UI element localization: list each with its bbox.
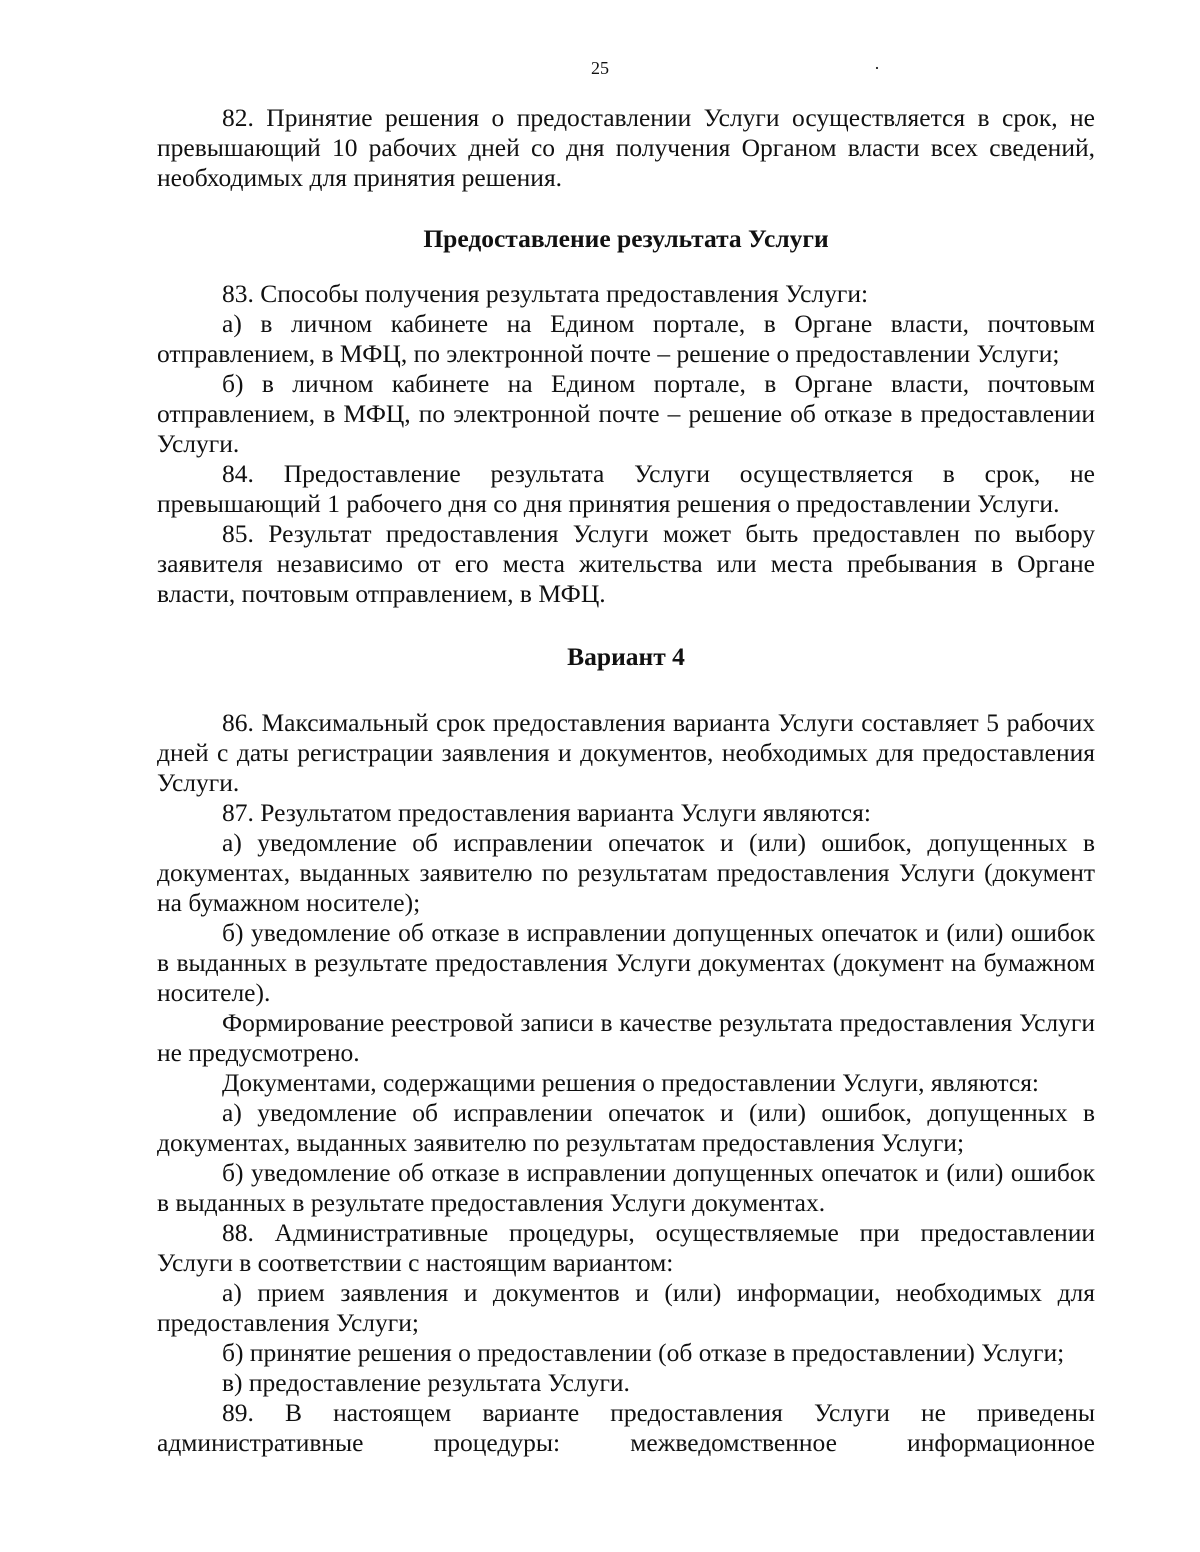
- paragraph-88-c: в) предоставление результата Услуги.: [222, 1368, 630, 1397]
- paragraph-87-b: б) уведомление об отказе в исправлении допущенных опечаток и (или) ошибок в выданных в результате предоставления Услуги документах (документ на бумажном носителе).: [157, 918, 1095, 1007]
- paragraph-85: 85. Результат предоставления Услуги может быть предоставлен по выбору заявителя независимо от его места жительства или места пребывания в Органе власти, почтовым отправлением, в МФЦ.: [157, 519, 1095, 608]
- paragraph-88-b: б) принятие решения о предоставлении (об отказе в предоставлении) Услуги;: [222, 1338, 1065, 1367]
- paragraph-84: 84. Предоставление результата Услуги осуществляется в срок, не превышающий 1 рабочего дня со дня принятия решения о предоставлении Услуги.: [157, 459, 1095, 518]
- paragraph-88: 88. Административные процедуры, осуществляемые при предоставлении Услуги в соответствии с настоящим вариантом:: [157, 1218, 1095, 1277]
- paragraph-88-a: а) прием заявления и документов и (или) информации, необходимых для предоставления Услуги;: [157, 1278, 1095, 1337]
- paragraph-87-a: а) уведомление об исправлении опечаток и (или) ошибок, допущенных в документах, выданных заявителю по результатам предоставления Услуги (документ на бумажном носителе);: [157, 828, 1095, 917]
- page-mark: ·: [874, 58, 880, 78]
- paragraph-87: 87. Результатом предоставления варианта Услуги являются:: [222, 798, 871, 827]
- paragraph-83-b: б) в личном кабинете на Едином портале, в Органе власти, почтовым отправлением, в МФЦ, по электронной почте – решение об отказе в предоставлении Услуги.: [157, 369, 1095, 458]
- paragraph-83-a: а) в личном кабинете на Едином портале, в Органе власти, почтовым отправлением, в МФЦ, по электронной почте – решение о предоставлении Услуги;: [157, 309, 1095, 368]
- section-heading-result: Предоставление результата Услуги: [423, 224, 829, 253]
- paragraph-82: 82. Принятие решения о предоставлении Услуги осуществляется в срок, не превышающий 10 рабочих дней со дня получения Органом власти всех сведений, необходимых для принятия решения.: [157, 103, 1095, 192]
- paragraph-decision-documents-a: а) уведомление об исправлении опечаток и (или) ошибок, допущенных в документах, выданных заявителю по результатам предоставления Услуги;: [157, 1098, 1095, 1157]
- document-body: [157, 103, 1095, 1458]
- paragraph-89: 89. В настоящем варианте предоставления Услуги не приведены административные процедуры: межведомственное информационное: [157, 1398, 1095, 1457]
- page-number: 25: [591, 58, 609, 78]
- section-heading-variant-4: Вариант 4: [567, 642, 685, 671]
- paragraph-registry-record: Формирование реестровой записи в качестве результата предоставления Услуги не предусмотрено.: [157, 1008, 1095, 1067]
- paragraph-decision-documents: Документами, содержащими решения о предоставлении Услуги, являются:: [222, 1068, 1040, 1097]
- paragraph-86: 86. Максимальный срок предоставления варианта Услуги составляет 5 рабочих дней с даты регистрации заявления и документов, необходимых для предоставления Услуги.: [157, 708, 1095, 797]
- paragraph-decision-documents-b: б) уведомление об отказе в исправлении допущенных опечаток и (или) ошибок в выданных в результате предоставления Услуги документах.: [157, 1158, 1095, 1217]
- paragraph-83: 83. Способы получения результата предоставления Услуги:: [222, 279, 869, 308]
